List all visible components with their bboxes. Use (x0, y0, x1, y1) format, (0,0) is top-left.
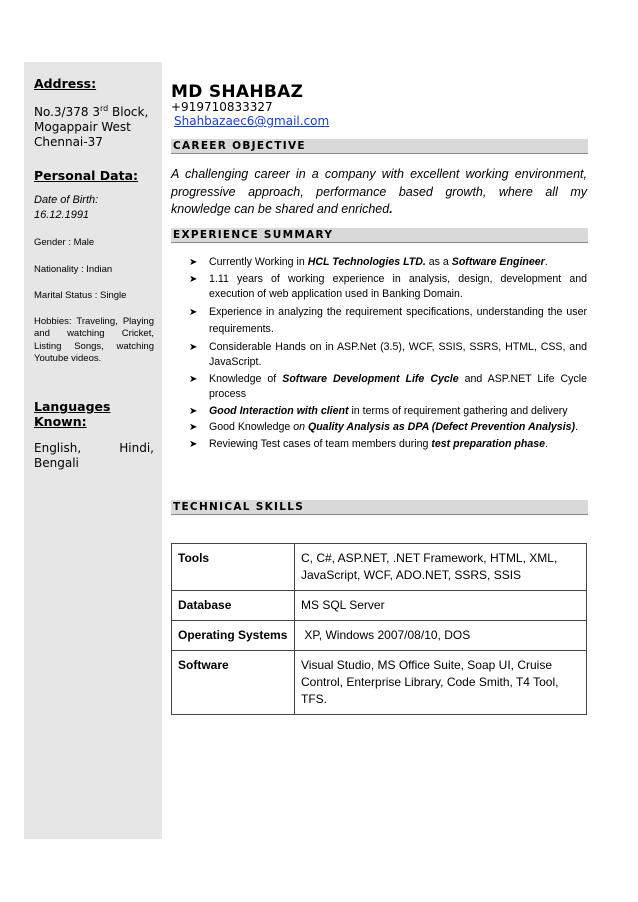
address-line1-sup: rd (99, 104, 109, 113)
objective-text: A challenging career in a company with excellent working environment, progressive approach, performance based growth, where all my knowledge can be shared and enriched (171, 167, 587, 216)
objective-end: . (389, 202, 393, 216)
address-line1-prefix: No.3/378 3 (34, 105, 100, 119)
exp-text: . (545, 437, 548, 450)
exp-text: 1.11 years of working experience in analysis, design, development and execution of web application used in Banking Domain. (209, 272, 587, 300)
skills-table (171, 543, 587, 715)
table-row (172, 591, 587, 621)
experience-item (189, 404, 587, 420)
exp-text: . (544, 256, 548, 268)
exp-text: Currently Working in (209, 256, 308, 268)
address-line3: Chennai-37 (34, 135, 103, 149)
table-row (172, 544, 587, 591)
arrow-bullet-icon: ➤ (189, 341, 198, 353)
experience-item (189, 437, 587, 453)
address-text (34, 101, 154, 150)
experience-item (189, 420, 587, 436)
languages-section (34, 399, 154, 471)
candidate-name: MD SHAHBAZ (171, 82, 304, 102)
exp-emphasis: Quality Analysis as DPA (Defect Prevention Analysis) (307, 421, 576, 433)
hobbies-text: Hobbies: Traveling, Playing and watching Cricket, Listing Songs, watching Youtube videos. (34, 315, 154, 364)
experience-list (189, 255, 587, 453)
languages-text: English, Hindi, Bengali (34, 441, 154, 470)
arrow-bullet-icon: ➤ (189, 306, 198, 318)
dob-label: Date of Birth: (34, 194, 99, 206)
exp-italic: on (293, 421, 308, 433)
experience-item (189, 272, 587, 303)
gender-text: Gender : Male (34, 237, 95, 248)
skill-category: Operating Systems (172, 621, 295, 651)
exp-emphasis: Software Development Life Cycle (282, 372, 459, 385)
skill-values: C, C#, ASP.NET, .NET Framework, HTML, XML, JavaScript, WCF, ADO.NET, SSRS, SSIS (295, 544, 587, 591)
exp-emphasis: Good Interaction with client (209, 404, 349, 417)
career-objective-text (171, 166, 587, 219)
exp-text: Good Knowledge (209, 421, 294, 433)
table-row (172, 621, 587, 651)
technical-skills-heading: TECHNICAL SKILLS (171, 500, 588, 515)
exp-text: . (575, 421, 579, 433)
experience-item (189, 255, 587, 271)
personal-data-section (34, 168, 154, 366)
address-line2: Mogappair West (34, 120, 131, 134)
skill-category: Database (172, 591, 295, 621)
experience-item (189, 304, 587, 338)
career-objective-heading: CAREER OBJECTIVE (171, 139, 588, 154)
experience-item (189, 372, 587, 403)
skill-values: Visual Studio, MS Office Suite, Soap UI, Cruise Control, Enterprise Library, Code Smith, T4 Tool, TFS. (295, 651, 587, 715)
table-row (172, 651, 587, 715)
exp-company: HCL Technologies LTD. (307, 256, 426, 268)
phone-number: +919710833327 (171, 100, 273, 114)
arrow-bullet-icon: ➤ (189, 257, 198, 268)
experience-item (189, 340, 587, 371)
exp-text: Knowledge of (209, 372, 283, 385)
marital-status-text: Marital Status : Single (34, 290, 127, 301)
experience-summary-heading: EXPERIENCE SUMMARY (171, 228, 588, 243)
email-link[interactable]: Shahbazaec6@gmail.com (174, 114, 330, 128)
arrow-bullet-icon: ➤ (189, 273, 198, 285)
exp-emphasis: test preparation phase (431, 437, 545, 450)
exp-text: Considerable Hands on in ASP.Net (3.5), WCF, SSIS, SSRS, HTML, CSS, and JavaScript. (209, 340, 587, 368)
arrow-bullet-icon: ➤ (189, 438, 198, 450)
personal-data-heading: Personal Data: (34, 168, 139, 183)
arrow-bullet-icon: ➤ (189, 422, 198, 433)
dob-value: 16.12.1991 (34, 209, 90, 221)
address-section (34, 76, 154, 150)
skill-category: Software (172, 651, 295, 715)
arrow-bullet-icon: ➤ (189, 405, 198, 417)
skill-category: Tools (172, 544, 295, 591)
exp-role: Software Engineer (451, 256, 545, 268)
skill-values: MS SQL Server (295, 591, 587, 621)
arrow-bullet-icon: ➤ (189, 373, 198, 385)
exp-text: Experience in analyzing the requirement specifications, understanding the user requirements. (209, 305, 587, 335)
exp-text: in terms of requirement gathering and delivery (348, 404, 568, 417)
exp-text: and ASP.NET Life Cycle process (209, 372, 587, 400)
address-line1-suffix: Block, (108, 105, 149, 119)
address-heading: Address: (34, 76, 97, 91)
languages-heading: Languages Known: (34, 399, 111, 429)
exp-text: Reviewing Test cases of team members during (209, 437, 432, 450)
skill-values: XP, Windows 2007/08/10, DOS (295, 621, 587, 651)
exp-text: as a (425, 256, 452, 268)
nationality-text: Nationality : Indian (34, 263, 113, 275)
